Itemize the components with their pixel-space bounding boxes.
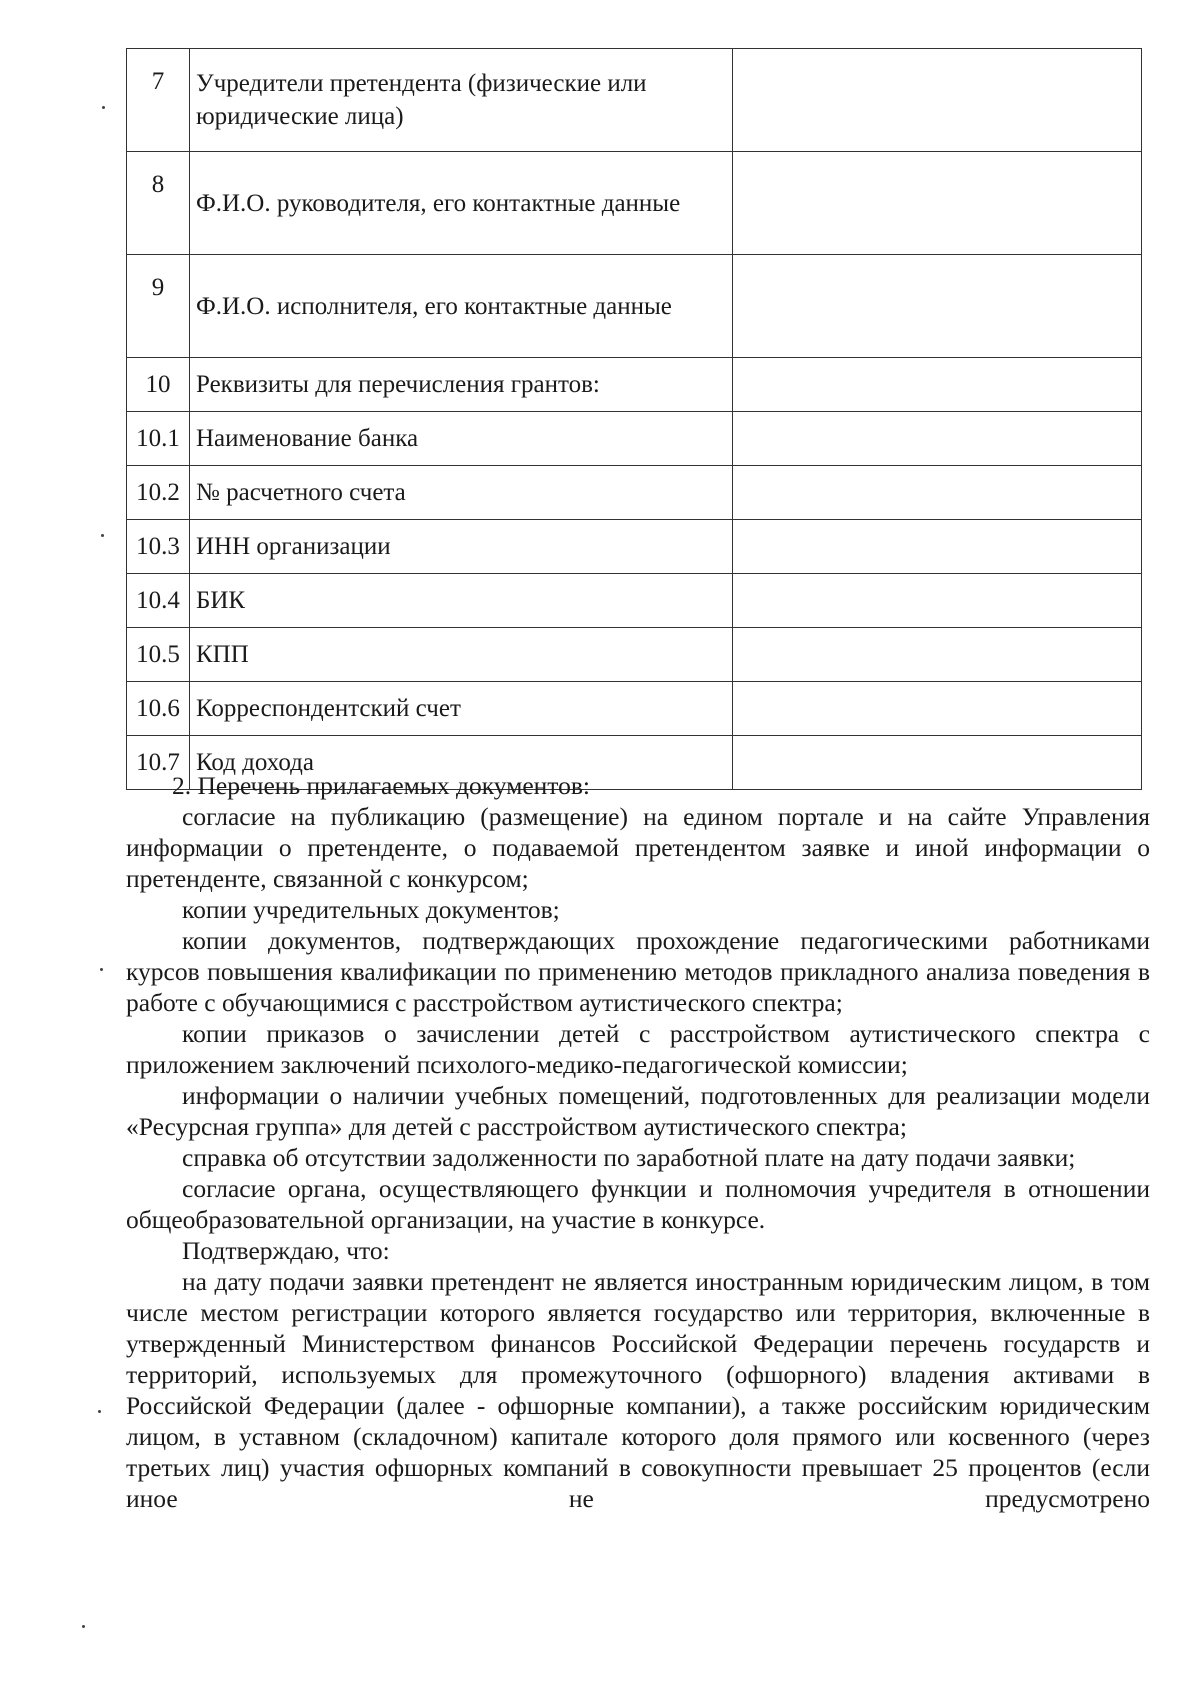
table-row (127, 152, 1142, 255)
confirmation-title: Подтверждаю, что: (182, 1236, 390, 1265)
row-value (733, 466, 1142, 520)
documents-list-item: копии учредительных документов; (182, 895, 560, 924)
row-label: Наименование банка (190, 412, 733, 466)
row-label: ИНН организации (190, 520, 733, 574)
documents-list-item: согласие на публикацию (размещение) на едином портале и на сайте Управления информации о претенденте, о подаваемой претендентом заявке и иной информации о претенденте, связанной с конкурсом; (126, 802, 1150, 893)
row-label: Учредители претендента (физические или юридические лица) (190, 49, 733, 152)
row-number: 7 (127, 49, 190, 152)
documents-list-item: копии документов, подтверждающих прохождение педагогическими работниками курсов повышения квалификации по применению методов прикладного анализа поведения в работе с обучающимися с расстройством аутистического спектра; (126, 926, 1150, 1017)
row-number: 10.5 (127, 628, 190, 682)
table-row (127, 255, 1142, 358)
scan-speck (82, 1625, 85, 1628)
documents-list-item: копии приказов о зачислении детей с расстройством аутистического спектра с приложением заключений психолого-медико-педагогической комиссии; (126, 1019, 1150, 1079)
row-value (733, 520, 1142, 574)
row-value (733, 358, 1142, 412)
table-row (127, 412, 1142, 466)
row-value (733, 152, 1142, 255)
row-value (733, 255, 1142, 358)
row-label: Код дохода (190, 736, 733, 790)
table-row (127, 574, 1142, 628)
row-number: 10.6 (127, 682, 190, 736)
table-row (127, 49, 1142, 152)
row-label: КПП (190, 628, 733, 682)
applicant-details-table (126, 48, 1142, 790)
row-number: 10.2 (127, 466, 190, 520)
documents-list-item: справка об отсутствии задолженности по заработной плате на дату подачи заявки; (182, 1143, 1076, 1172)
row-label: Корреспондентский счет (190, 682, 733, 736)
row-value (733, 412, 1142, 466)
scan-speck (98, 1410, 101, 1413)
scan-speck (101, 534, 104, 537)
documents-list-title: 2. Перечень прилагаемых документов: (172, 771, 590, 800)
document-body (126, 770, 1150, 1514)
row-value (733, 628, 1142, 682)
scan-speck (100, 968, 103, 971)
scan-speck (102, 106, 105, 109)
row-label: Ф.И.О. исполнителя, его контактные данные (190, 255, 733, 358)
row-label: Ф.И.О. руководителя, его контактные данные (190, 152, 733, 255)
row-number: 9 (127, 255, 190, 358)
table-row (127, 682, 1142, 736)
table-row (127, 466, 1142, 520)
confirmation-text: на дату подачи заявки претендент не является иностранным юридическим лицом, в том числе местом регистрации которого является государство или территория, включенные в утвержденный Министерством финансов Российской Федерации перечень государств и территорий, используемых для промежуточного (офшорного) владения активами в Российской Федерации (далее - офшорные компании), а также российским юридическим лицом, в уставном (складочном) капитале которого доля прямого или косвенного (через третьих лиц) участия офшорных компаний в совокупности превышает 25 процентов (если иное не предусмотрено (126, 1267, 1150, 1513)
table-row (127, 628, 1142, 682)
documents-list-item: информации о наличии учебных помещений, подготовленных для реализации модели «Ресурсная группа» для детей с расстройством аутистического спектра; (126, 1081, 1150, 1141)
row-number: 10.1 (127, 412, 190, 466)
table-row (127, 358, 1142, 412)
row-number: 8 (127, 152, 190, 255)
row-label: Реквизиты для перечисления грантов: (190, 358, 733, 412)
row-number: 10.4 (127, 574, 190, 628)
row-value (733, 682, 1142, 736)
row-value (733, 49, 1142, 152)
row-number: 10.7 (127, 736, 190, 790)
documents-list-item: согласие органа, осуществляющего функции и полномочия учредителя в отношении общеобразовательной организации, на участие в конкурсе. (126, 1174, 1150, 1234)
row-number: 10 (127, 358, 190, 412)
row-label: БИК (190, 574, 733, 628)
row-value (733, 574, 1142, 628)
row-label: № расчетного счета (190, 466, 733, 520)
table-row (127, 520, 1142, 574)
row-number: 10.3 (127, 520, 190, 574)
